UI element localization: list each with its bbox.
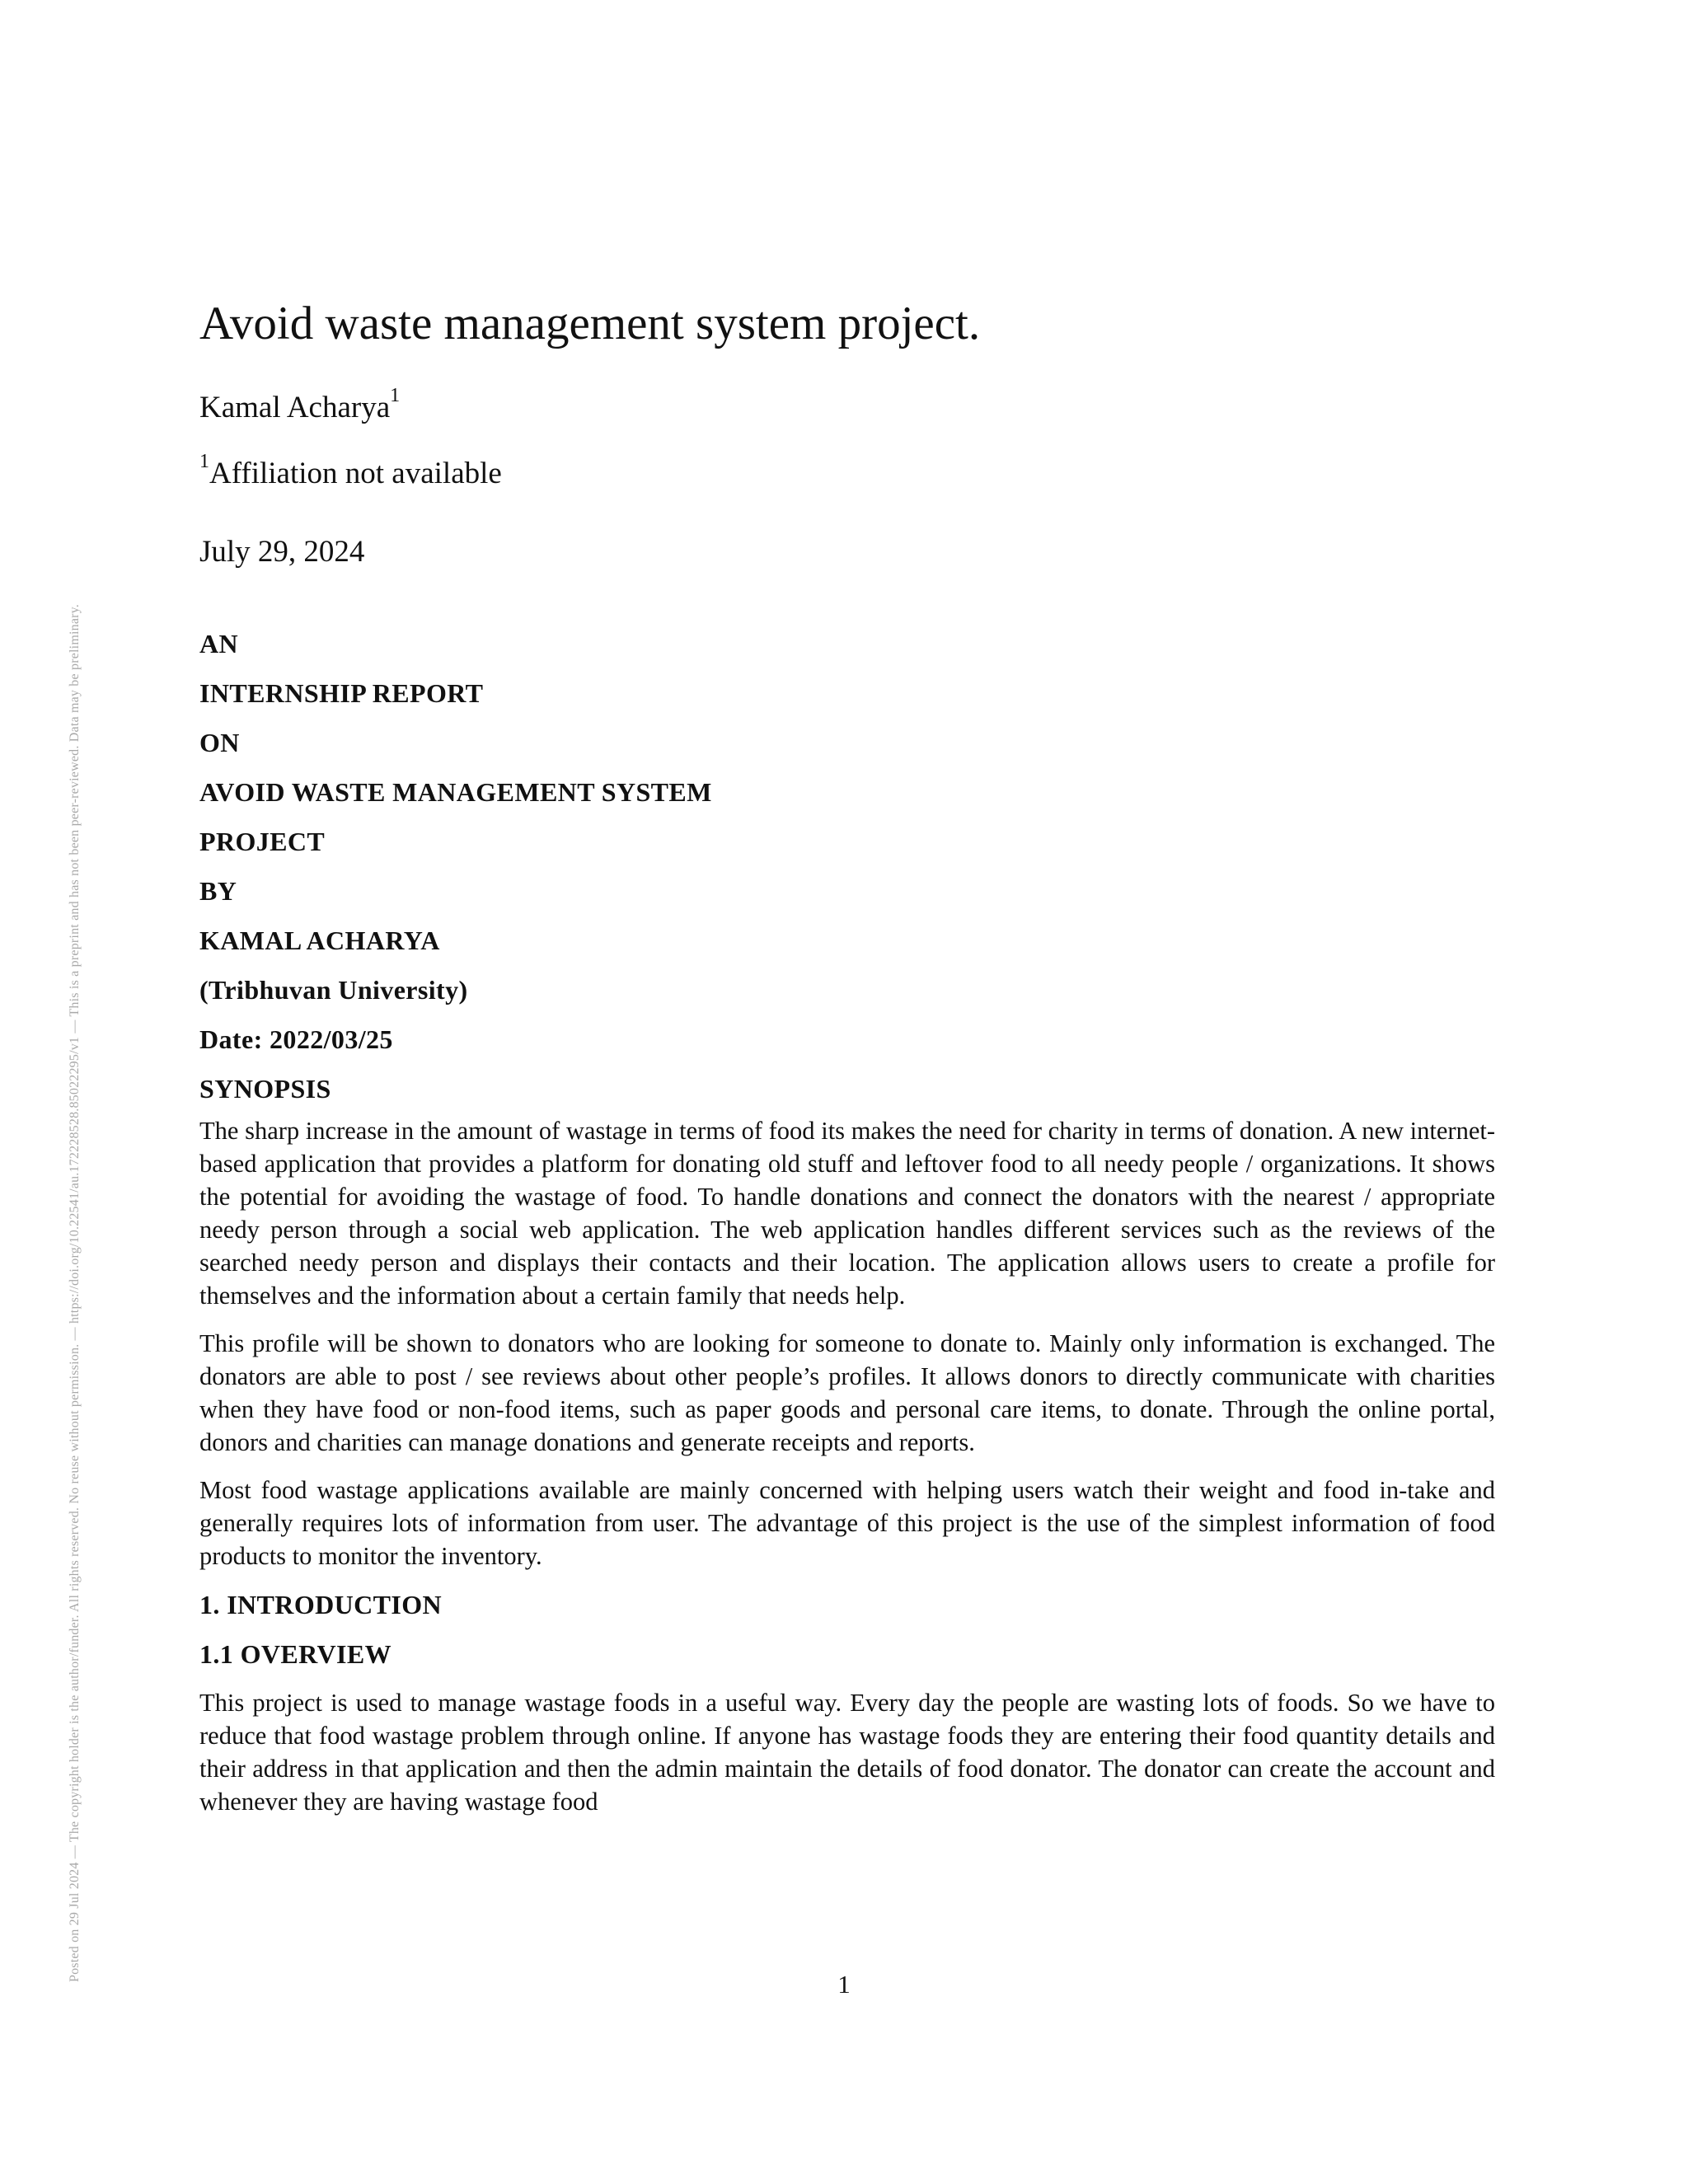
front-matter-line: KAMAL ACHARYA [199,926,440,955]
front-matter-line: (Tribhuvan University) [199,975,468,1005]
introduction-heading: 1. INTRODUCTION [199,1590,443,1619]
author-name: Kamal Acharya [199,391,391,424]
author-line [199,384,401,425]
front-matter-line: AVOID WASTE MANAGEMENT SYSTEM [199,777,712,807]
front-matter-line: ON [199,728,240,757]
synopsis-paragraph: The sharp increase in the amount of wastage in terms of food its makes the need for charity in terms of donation. A new internet-based application that provides a platform for donating old stuff and leftover food to all needy people / organizations. It shows the potential for avoiding the wastage of food. To handle donations and connect the donators with the nearest / appropriate needy person through a social web application. The web application handles different services such as the reviews of the searched needy person and displays their contacts and their location. The application allows users to create a profile for themselves and the information about a certain family that needs help. [199,1117,1495,1310]
front-matter-line: AN [199,629,239,658]
front-matter-line: PROJECT [199,827,326,856]
page-number: 1 [837,1970,851,1999]
front-matter-line: INTERNSHIP REPORT [199,678,484,708]
affiliation-marker: 1 [199,450,209,472]
front-matter-line: BY [199,876,237,906]
affiliation-line [199,450,502,491]
main-content [199,626,1495,1833]
publication-date: July 29, 2024 [199,535,365,569]
paper-title: Avoid waste management system project. [199,298,981,349]
overview-subheading: 1.1 OVERVIEW [199,1639,392,1669]
synopsis-paragraph: Most food wastage applications available are mainly concerned with helping users watch their weight and food in-take and generally requires lots of information from user. The advantage of this project is the use of the simplest information of food products to monitor the inventory. [199,1476,1495,1570]
overview-paragraph: This project is used to manage wastage foods in a useful way. Every day the people are wasting lots of foods. So we have to reduce that food wastage problem through online. If anyone has wastage foods they are entering their food quantity details and their address in that application and then the admin maintain the details of food donator. The donator can create the account and whenever they are having wastage food [199,1689,1495,1816]
affiliation-text: Affiliation not available [209,457,502,490]
synopsis-paragraph: This profile will be shown to donators who are looking for someone to donate to. Mainly only information is exchanged. The donators are able to post / see reviews about other people’s profiles. It allows donors to directly communicate with charities when they have food or non-food items, such as paper goods and personal care items, to donate. Through the online portal, donors and charities can manage donations and generate receipts and reports. [199,1329,1495,1456]
author-affil-marker: 1 [390,384,401,406]
front-matter-line: Date: 2022/03/25 [199,1024,393,1054]
synopsis-heading: SYNOPSIS [199,1074,331,1104]
preprint-side-note: Posted on 29 Jul 2024 — The copyright holder is the author/funder. All rights reserved. No reuse without permission. — https://doi.org/10.22541/au.172228528.85022295/v1 — This is a preprint and has not been peer-reviewed. Data may be preliminary. [68,603,82,1982]
